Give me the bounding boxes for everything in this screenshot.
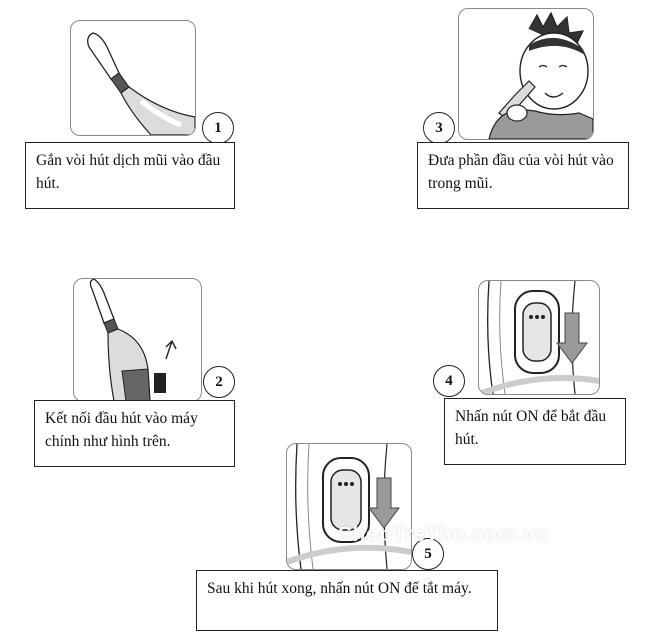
step-3-number: 3: [423, 112, 455, 144]
step-5-illustration: [286, 443, 412, 570]
watermark: ShopTreTho.com.vn: [338, 523, 549, 546]
step-1-number: 1: [202, 112, 234, 144]
child-with-aspirator-illustration: [459, 9, 593, 139]
step-3-illustration: [458, 8, 594, 140]
connect-head-illustration: [74, 279, 201, 401]
press-on-button-illustration: [479, 281, 599, 394]
step-2-caption: Kết nối đầu hút vào máy chính như hình trên.: [34, 400, 235, 467]
step-4-number: 4: [433, 365, 465, 397]
step-1-illustration: [70, 20, 196, 136]
step-3-caption: Đưa phần đầu của vòi hút vào trong mũi.: [417, 142, 629, 209]
step-2-number: 2: [203, 366, 235, 398]
step-4-illustration: [478, 280, 600, 395]
step-4-caption: Nhấn nút ON để bắt đầu hút.: [444, 398, 626, 465]
step-5-caption: Sau khi hút xong, nhấn nút ON để tắt máy.: [196, 570, 498, 631]
step-1-caption: Gắn vòi hút dịch mũi vào đầu hút.: [25, 142, 235, 209]
step-5-number: 5: [412, 538, 444, 570]
press-off-button-illustration: [287, 444, 411, 569]
nozzle-attach-illustration: [71, 21, 195, 135]
step-2-illustration: [73, 278, 202, 402]
